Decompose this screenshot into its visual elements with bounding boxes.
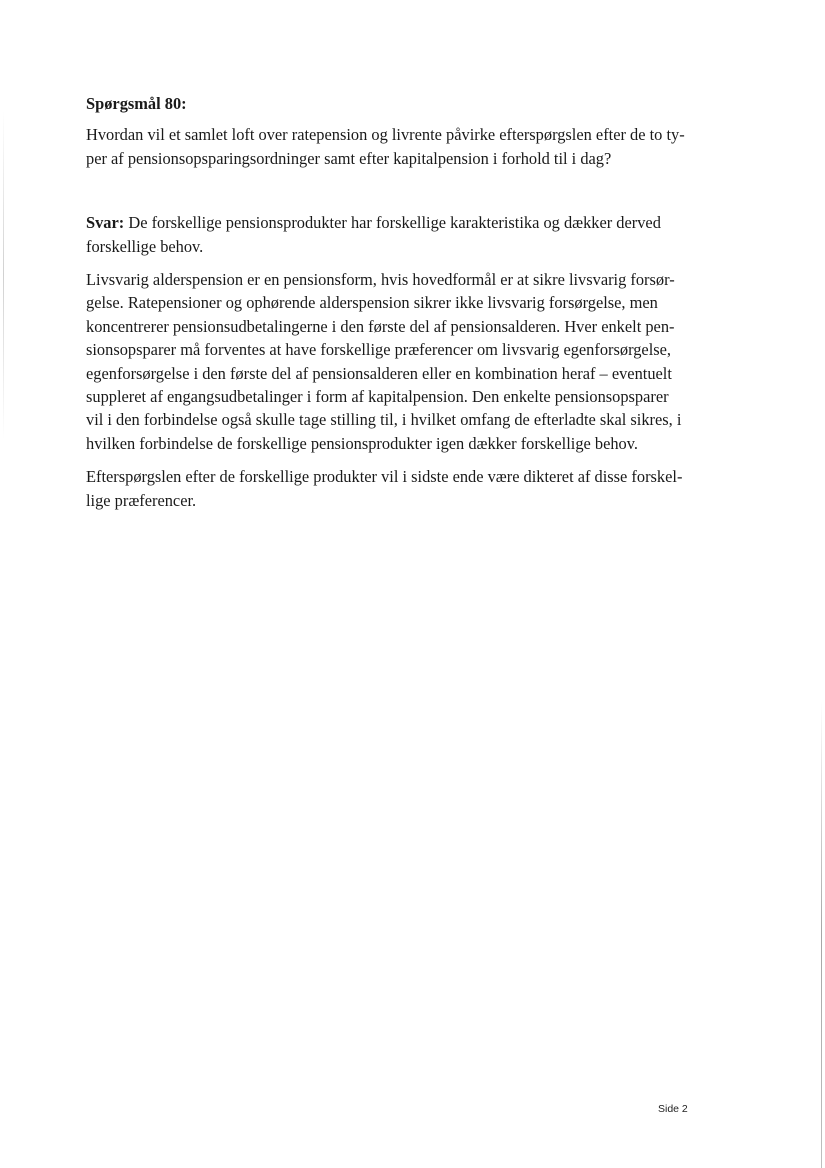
page-number: Side 2 [658, 1103, 688, 1115]
document-body [86, 92, 696, 522]
paragraph-line: gelse. Ratepensioner og ophørende alderspension sikrer ikke livsvarig forsørgelse, men [86, 293, 658, 313]
paragraph-line: Efterspørgslen efter de forskellige produkter vil i sidste ende være dikteret af disse forskel- [86, 467, 683, 487]
paragraph-line: lige præferencer. [86, 490, 197, 510]
paragraph-line: sionsopsparer må forventes at have forskellige præferencer om livsvarig egenforsørgelse, [86, 340, 672, 360]
paragraph-efterspoergsel [86, 465, 696, 512]
paragraph-line: egenforsørgelse i den første del af pensionsalderen eller en kombination heraf – eventuelt [86, 363, 672, 383]
paragraph-line: Livsvarig alderspension er en pensionsform, hvis hovedformål er at sikre livsvarig forsør- [86, 270, 675, 290]
question-line: Hvordan vil et samlet loft over ratepension og livrente påvirke efterspørgslen efter de to ty- [86, 125, 685, 145]
answer-line-text: De forskellige pensionsprodukter har forskellige karakteristika og dækker derved [128, 213, 661, 233]
scan-edge-right [821, 700, 822, 1168]
question-text [86, 123, 696, 170]
answer-paragraph [86, 211, 696, 258]
paragraph-line: suppleret af engangsudbetalinger i form af kapitalpension. Den enkelte pensionsopsparer [86, 387, 669, 407]
paragraph-line: koncentrerer pensionsudbetalingerne i den første del af pensionsalderen. Hver enkelt pen- [86, 316, 675, 336]
answer-line: forskellige behov. [86, 236, 204, 256]
answer-line [86, 211, 696, 234]
paragraph-line: vil i den forbindelse også skulle tage stilling til, i hvilket omfang de efterladte skal sikres, i [86, 410, 682, 430]
scan-edge-left [3, 110, 4, 440]
paragraph-line: hvilken forbindelse de forskellige pensionsprodukter igen dækker forskellige behov. [86, 433, 638, 453]
answer-label: Svar: [86, 213, 125, 233]
paragraph-livsvarig [86, 268, 696, 455]
question-line: per af pensionsopsparingsordninger samt efter kapitalpension i forhold til i dag? [86, 148, 612, 168]
question-heading: Spørgsmål 80: [86, 94, 187, 113]
